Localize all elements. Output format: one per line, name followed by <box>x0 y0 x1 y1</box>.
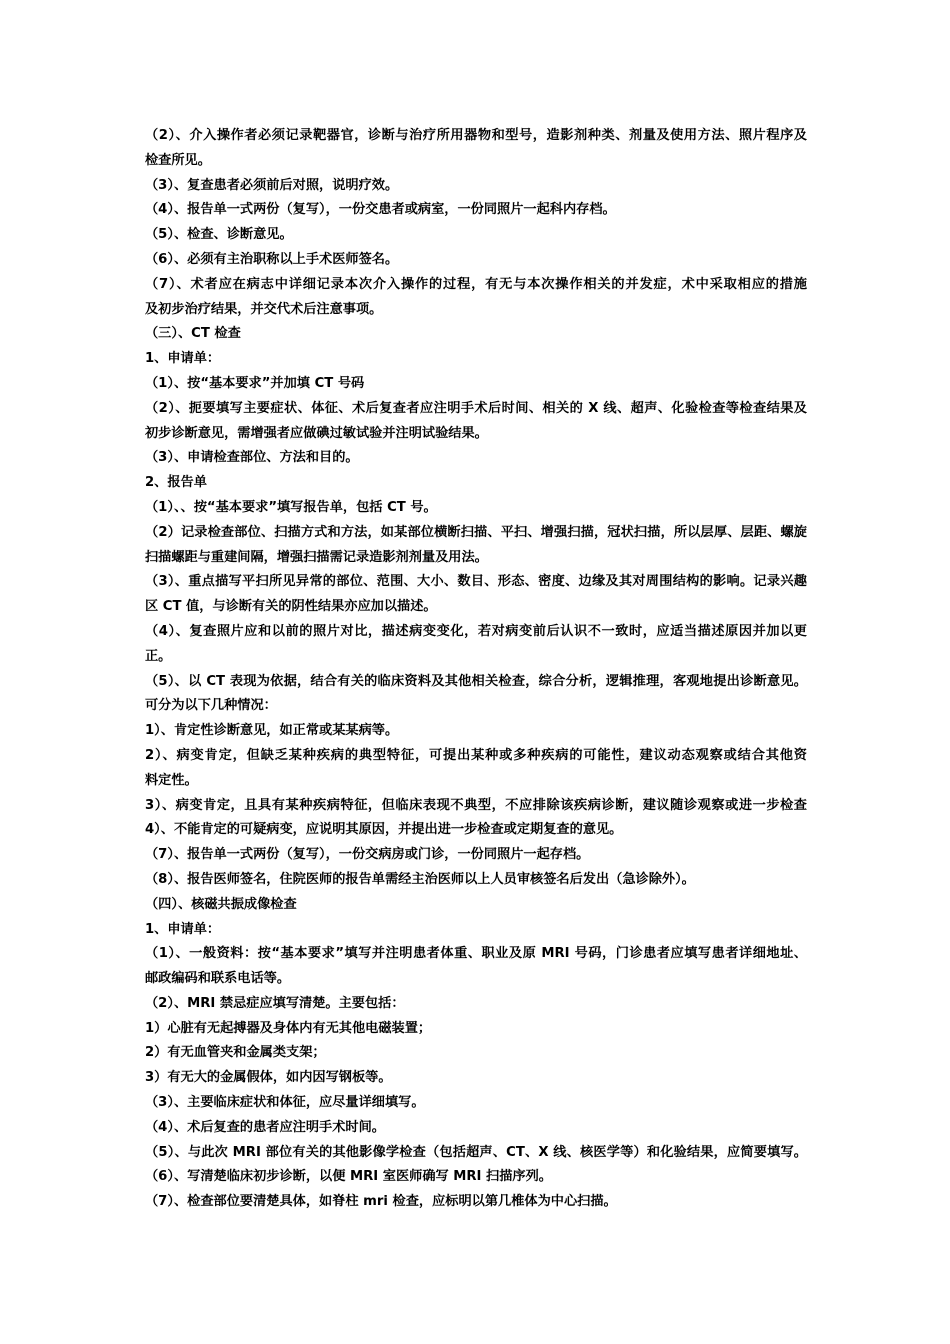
text-line: （7）、术者应在病志中详细记录本次介入操作的过程，有无与本次操作相关的并发症，术中采取相应的措施 <box>145 276 807 292</box>
text-line: 4）、不能肯定的可疑病变，应说明其原因，并提出进一步检查或定期复查的意见。 <box>145 822 623 838</box>
text-line: （1）、一般资料：按“基本要求”填写并注明患者体重、职业及原 MRI 号码，门诊患者应填写患者详细地址、 <box>145 946 807 962</box>
text-line: 检查所见。 <box>145 152 211 168</box>
text-line: （8）、报告医师签名，住院医师的报告单需经主治医师以上人员审核签名后发出（急诊除外）。 <box>145 871 695 887</box>
text-line: 2）、病变肯定，但缺乏某种疾病的典型特征，可提出某种或多种疾病的可能性，建议动态观察或结合其他资 <box>145 747 807 763</box>
text-line: 正。 <box>145 648 172 664</box>
text-line: （2）记录检查部位、扫描方式和方法，如某部位横断扫描、平扫、增强扫描，冠状扫描，所以层厚、层距、螺旋 <box>145 524 807 540</box>
text-line: （2）、MRI 禁忌症应填写清楚。主要包括： <box>145 995 405 1011</box>
document-body <box>145 124 807 1215</box>
text-line: 1）、肯定性诊断意见，如正常或某某病等。 <box>145 723 399 739</box>
text-line: 扫描螺距与重建间隔，增强扫描需记录造影剂剂量及用法。 <box>145 549 488 565</box>
text-line: （5）、检查、诊断意见。 <box>145 227 293 243</box>
text-line: （7）、报告单一式两份（复写），一份交病房或门诊，一份同照片一起存档。 <box>145 847 590 863</box>
text-line: （3）、复查患者必须前后对照，说明疗效。 <box>145 177 399 193</box>
text-line: （6）、必须有主治职称以上手术医师签名。 <box>145 251 399 267</box>
text-line: （3）、重点描写平扫所见异常的部位、范围、大小、数目、形态、密度、边缘及其对周围结构的影响。记录兴趣 <box>145 574 807 590</box>
text-line: （四）、核磁共振成像检查 <box>145 896 297 912</box>
text-line: 3）、病变肯定，且具有某种疾病特征，但临床表现不典型，不应排除该疾病诊断，建议随诊观察或进一步检查 <box>145 797 807 813</box>
text-line: 2、报告单 <box>145 475 207 491</box>
text-line: （2）、介入操作者必须记录靶器官，诊断与治疗所用器物和型号，造影剂种类、剂量及使用方法、照片程序及 <box>145 128 807 143</box>
text-line: （4）、复查照片应和以前的照片对比，描述病变变化，若对病变前后认识不一致时，应适当描述原因并加以更 <box>145 623 807 639</box>
text-line: 初步诊断意见，需增强者应做碘过敏试验并注明试验结果。 <box>145 425 488 441</box>
text-line: （7）、检查部位要清楚具体，如脊柱 mri 检查，应标明以第几椎体为中心扫描。 <box>145 1194 617 1210</box>
text-line: （3）、主要临床症状和体征，应尽量详细填写。 <box>145 1095 425 1111</box>
text-line: 邮政编码和联系电话等。 <box>145 971 291 987</box>
text-line: 1、申请单： <box>145 351 221 367</box>
text-line: （5）、以 CT 表现为依据，结合有关的临床资料及其他相关检查，综合分析，逻辑推理，客观地提出诊断意见。 <box>145 673 807 689</box>
text-line: 3）有无大的金属假体，如内因写钢板等。 <box>145 1070 392 1086</box>
text-line: 可分为以下几种情况： <box>145 698 277 714</box>
text-line: （1）、、按“基本要求”填写报告单，包括 CT 号。 <box>145 499 437 515</box>
text-line: （2）、扼要填写主要症状、体征、术后复查者应注明手术后时间、相关的 X 线、超声、化验检查等检查结果及 <box>145 400 807 416</box>
text-line: （三）、CT 检查 <box>145 326 241 342</box>
text-line: （4）、报告单一式两份（复写），一份交患者或病室，一份同照片一起科内存档。 <box>145 202 616 218</box>
text-line: （6）、写清楚临床初步诊断，以便 MRI 室医师确写 MRI 扫描序列。 <box>145 1169 552 1185</box>
text-line: （1）、按“基本要求”并加填 CT 号码 <box>145 375 365 391</box>
text-line: 1、申请单： <box>145 921 221 937</box>
text-line: 及初步治疗结果，并交代术后注意事项。 <box>145 301 383 317</box>
text-line: 2）有无血管夹和金属类支架； <box>145 1045 326 1061</box>
text-line: 1）心脏有无起搏器及身体内有无其他电磁装置； <box>145 1020 432 1036</box>
text-line: （4）、术后复查的患者应注明手术时间。 <box>145 1119 385 1135</box>
text-line: （3）、申请检查部位、方法和目的。 <box>145 450 359 466</box>
text-line: 料定性。 <box>145 772 198 788</box>
text-line: 区 CT 值，与诊断有关的阴性结果亦应加以描述。 <box>145 599 437 615</box>
text-line: （5）、与此次 MRI 部位有关的其他影像学检查（包括超声、CT、X 线、核医学等）和化验结果，应简要填写。 <box>145 1144 807 1160</box>
